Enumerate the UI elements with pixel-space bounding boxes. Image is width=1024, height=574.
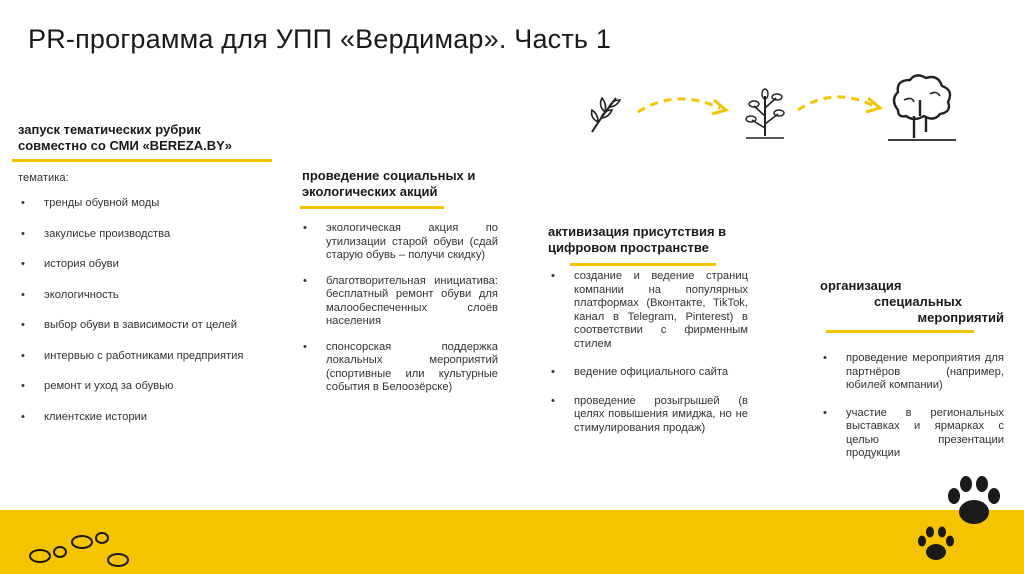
column-media-rubrics bbox=[18, 122, 258, 154]
page-title: PR-программа для УПП «Вердимар». Часть 1 bbox=[28, 24, 612, 54]
heading-underline bbox=[570, 263, 716, 266]
column-heading-line: организация bbox=[820, 278, 902, 293]
heading-underline bbox=[12, 159, 272, 162]
column-media-list bbox=[18, 172, 258, 424]
list-item: • выбор обуви в зависимости от целей bbox=[18, 319, 258, 333]
list-item: • ремонт и уход за обувью bbox=[18, 380, 258, 394]
paw-print-icon bbox=[944, 474, 1004, 530]
topics-list bbox=[18, 197, 258, 424]
footer-band bbox=[0, 510, 1024, 574]
list-item: • интервью с работниками предприятия bbox=[18, 350, 258, 364]
column-heading: запуск тематических рубрик совместно со СМИ «BEREZA.BY» bbox=[18, 122, 233, 153]
list-item: • спонсорская поддержка локальных мероприятий (спортивные или культурные события в Белоозёрске) bbox=[300, 341, 498, 395]
paw-print-icon bbox=[916, 526, 956, 564]
dashed-arrow-icon bbox=[796, 90, 886, 118]
column-heading: активизация присутствия в цифровом пространстве bbox=[548, 224, 727, 255]
list-item: • участие в региональных выставках и ярмарках с целью презентации продукции bbox=[820, 407, 1004, 461]
heading-underline bbox=[300, 206, 444, 209]
topics-intro: тематика: bbox=[18, 172, 69, 184]
column-heading-line: мероприятий bbox=[917, 310, 1004, 325]
list-item: • создание и ведение страниц компании на популярных платформах (Вконтакте, TikTok, канал в Telegram, Pinterest) в соответствии с фирменным стилем bbox=[548, 270, 748, 351]
list-item: • тренды обувной моды bbox=[18, 197, 258, 211]
list-item: • история обуви bbox=[18, 258, 258, 272]
list-item: • ведение официального сайта bbox=[548, 366, 748, 380]
list-item: • проведение розыгрышей (в целях повышения имиджа, но не стимулирования продаж) bbox=[548, 395, 748, 436]
sprout-icon bbox=[586, 92, 626, 136]
list-item: • проведение мероприятия для партнёров (например, юбилей компании) bbox=[820, 352, 1004, 393]
footprints-icon bbox=[26, 524, 138, 568]
list-item: • экологическая акция по утилизации старой обуви (сдай старую обувь – получи скидку) bbox=[300, 222, 498, 263]
small-tree-icon bbox=[740, 86, 790, 142]
column-events-list bbox=[820, 352, 1004, 461]
big-tree-icon bbox=[884, 70, 960, 144]
list-item: • клиентские истории bbox=[18, 411, 258, 425]
heading-underline bbox=[826, 330, 974, 333]
column-heading: проведение социальных и экологических акций bbox=[302, 168, 476, 199]
column-digital bbox=[548, 224, 768, 256]
column-heading-line: специальных bbox=[874, 294, 962, 309]
list-item: • экологичность bbox=[18, 289, 258, 303]
social-actions-list bbox=[300, 222, 498, 395]
list-item: • закулисье производства bbox=[18, 228, 258, 242]
column-events bbox=[820, 278, 1004, 326]
column-social-actions bbox=[302, 168, 502, 200]
column-digital-list bbox=[548, 270, 748, 435]
dashed-arrow-icon bbox=[636, 92, 732, 120]
list-item: • благотворительная инициатива: бесплатный ремонт обуви для малообеспеченных слоёв населения bbox=[300, 275, 498, 329]
events-list bbox=[820, 352, 1004, 461]
column-social-list bbox=[300, 222, 498, 395]
digital-list bbox=[548, 270, 748, 435]
